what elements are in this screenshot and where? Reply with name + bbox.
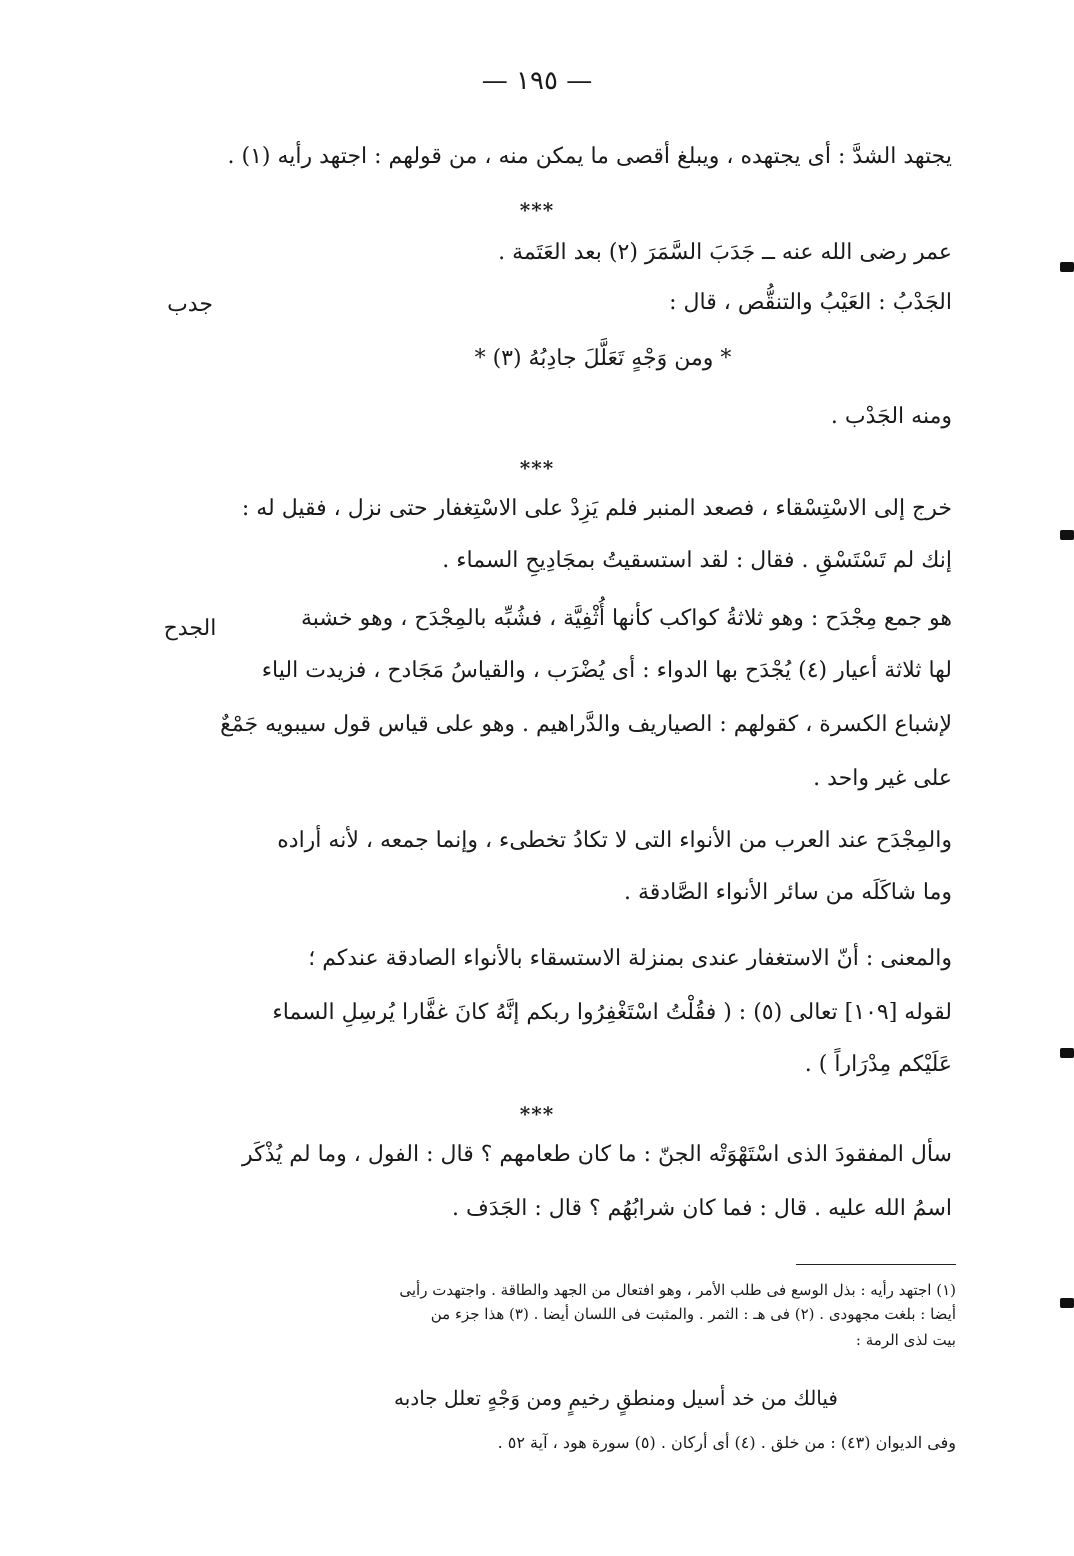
footnote-line: بيت لذى الرمة : xyxy=(855,1331,956,1349)
text-line: على غير واحد . xyxy=(813,766,952,791)
footnote-line: (١) اجتهد رأيه : بذل الوسع فى طلب الأمر ، وهو افتعال من الجهد والطاقة . واجتهدت رأيى xyxy=(399,1281,956,1299)
verse-line: * ومن وَجْهٍ تَعَلَّلَ جادِبُهُ (٣) * xyxy=(474,346,732,371)
footnote-verse: فيالك من خد أسيل ومنطقٍ رخيمٍ ومن وَجْهٍ تعلل جادبه xyxy=(394,1386,838,1410)
scan-edge-mark xyxy=(1060,1298,1074,1308)
text-line: هو جمع مِجْدَح : وهو ثلاثةُ كواكب كأنها أُثْفِيَّة ، فشُبِّه بالمِجْدَح ، وهو خشبة xyxy=(301,606,952,631)
text-line: عمر رضى الله عنه ــ جَدَبَ السَّمَرَ (٢) بعد العَتَمة . xyxy=(498,240,952,265)
footnote-line: وفى الديوان (٤٣) : من خلق . (٤) أى أركان . (٥) سورة هود ، آية ٥٢ . xyxy=(497,1433,956,1452)
text-line: اسمُ الله عليه . قال : فما كان شرابُهُم ؟ قال : الجَدَف . xyxy=(452,1196,952,1221)
text-line: لها ثلاثة أعيار (٤) يُجْدَح بها الدواء : أى يُضْرَب ، والقياسُ مَجَادح ، فزيدت الياء xyxy=(261,658,952,683)
text-line: ومنه الجَدْب . xyxy=(830,404,952,429)
section-separator: *** xyxy=(519,456,555,480)
text-line: عَلَيْكم مِدْرَاراً ) . xyxy=(804,1052,952,1077)
text-line: لقوله [١٠٩] تعالى (٥) : ( فقُلْتُ اسْتَغْفِرُوا ربكم إنَّهُ كانَ غفَّارا يُرسِلِ السماء xyxy=(272,1000,952,1025)
text-line: الجَدْبُ : العَيْبُ والتنقُّص ، قال : xyxy=(669,290,952,315)
page-number: — ١٩٥ — xyxy=(481,66,593,96)
scan-edge-mark xyxy=(1060,1048,1074,1058)
footnote-line: أيضا : بلغت مجهودى . (٢) فى هـ : الثمر . والمثبت فى اللسان أيضا . (٣) هذا جزء من xyxy=(430,1305,956,1323)
margin-keyword: الجدح xyxy=(163,616,217,641)
section-separator: *** xyxy=(519,198,555,222)
margin-keyword: جدب xyxy=(167,292,213,317)
text-line: لإشباع الكسرة ، كقولهم : الصياريف والدَّراهيم . وهو على قياس قول سيبويه جَمْعٌ xyxy=(220,712,952,737)
text-line: والمعنى : أنّ الاستغفار عندى بمنزلة الاستسقاء بالأنواء الصادقة عندكم ؛ xyxy=(308,946,952,971)
section-separator: *** xyxy=(519,1102,555,1126)
text-line: والمِجْدَح عند العرب من الأنواء التى لا تكادُ تخطىء ، وإنما جمعه ، لأنه أراده xyxy=(277,828,952,853)
scan-edge-mark xyxy=(1060,530,1074,540)
text-line: وما شاكَلَه من سائر الأنواء الصَّادقة . xyxy=(624,880,952,905)
text-line: سأل المفقودَ الذى اسْتَهْوَتْه الجنّ : ما كان طعامهم ؟ قال : الفول ، وما لم يُذْكَر xyxy=(242,1142,952,1167)
scan-edge-mark xyxy=(1060,262,1074,272)
footnote-separator xyxy=(796,1264,956,1265)
text-line: خرج إلى الاسْتِسْقاء ، فصعد المنبر فلم يَزِدْ على الاسْتِغفار حتى نزل ، فقيل له : xyxy=(241,496,952,521)
text-line: يجتهد الشدَّ : أى يجتهده ، ويبلغ أقصى ما يمكن منه ، من قولهم : اجتهد رأيه (١) . xyxy=(227,144,952,169)
text-line: إنك لم تَسْتَسْقِ . فقال : لقد استسقيتُ بمجَادِيحِ السماء . xyxy=(442,548,952,573)
